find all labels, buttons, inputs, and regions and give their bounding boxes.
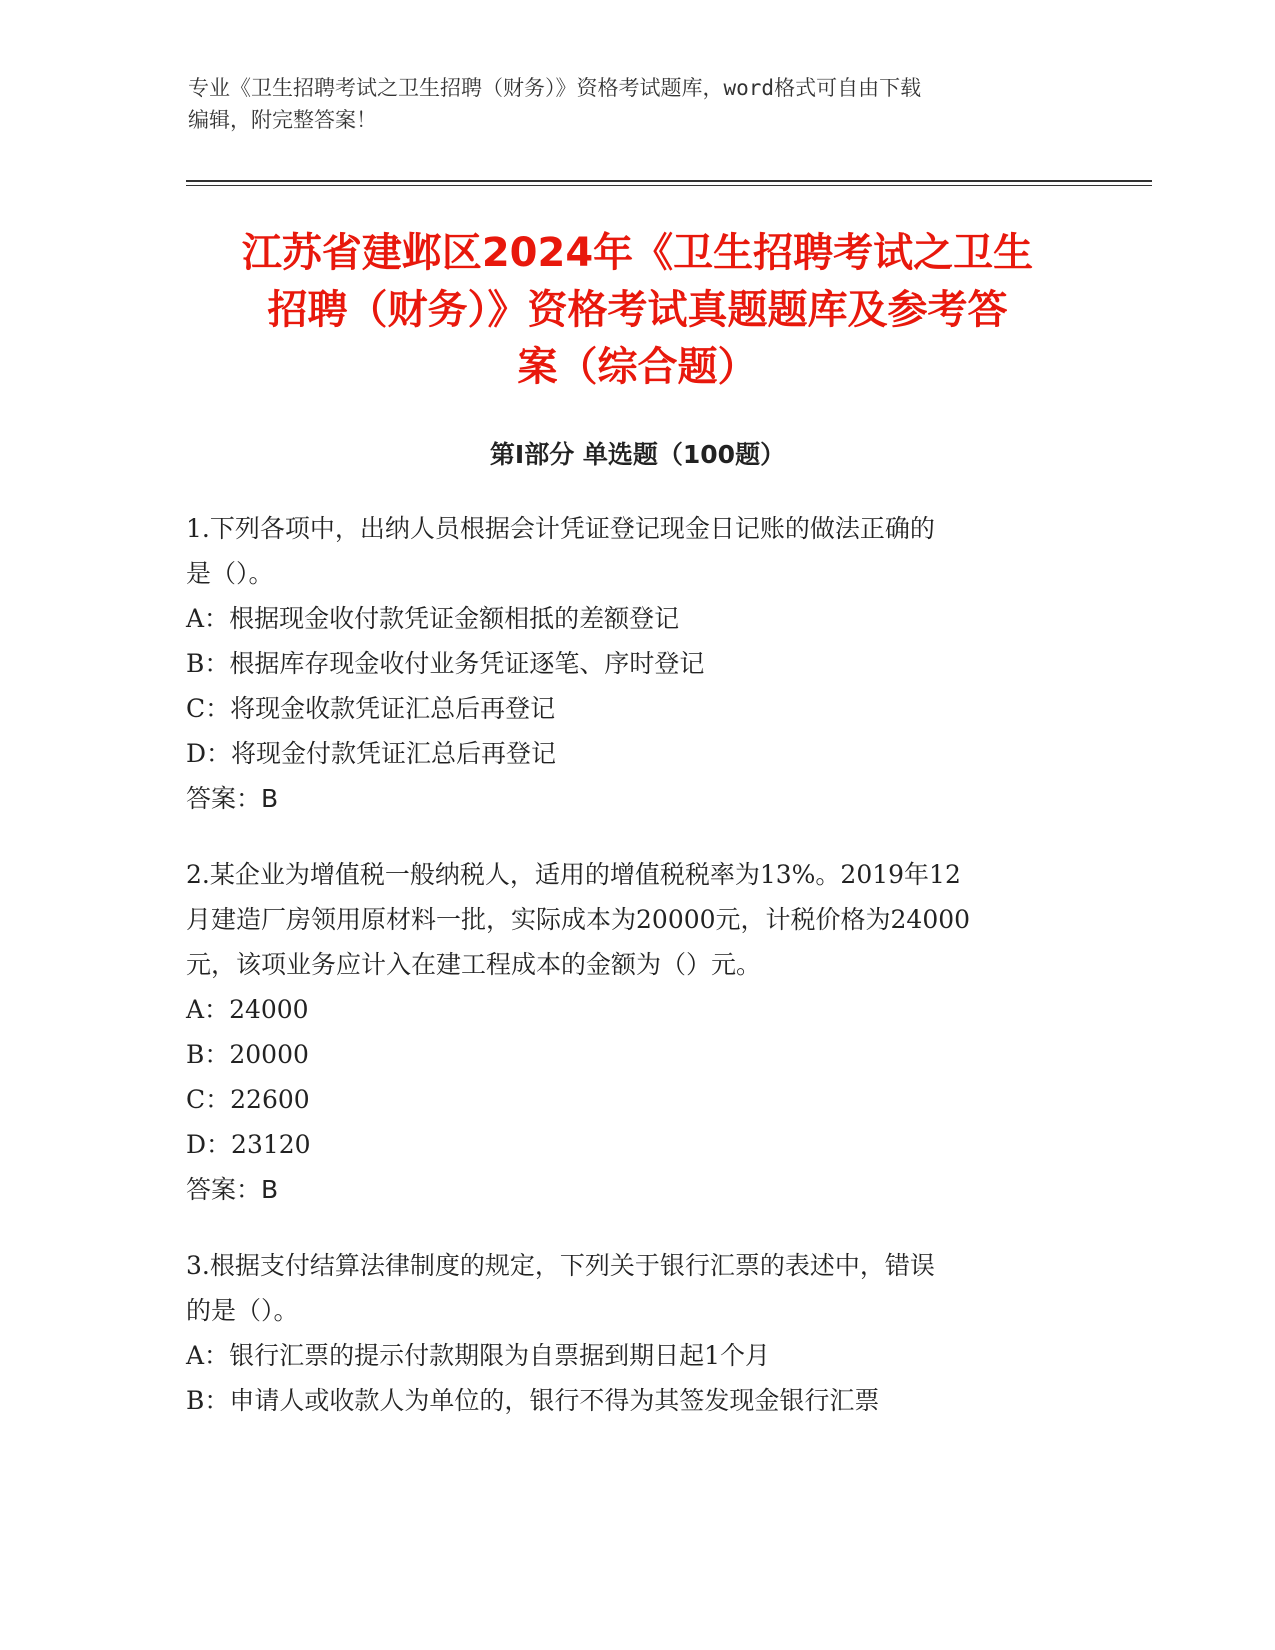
option-key: A： <box>186 1341 230 1370</box>
question-1 <box>186 506 1086 821</box>
header-note-line-2: 编辑，附完整答案！ <box>188 108 377 132</box>
header-note <box>188 72 1088 136</box>
option-a <box>186 987 1086 1032</box>
option-text: 根据现金收付款凭证金额相抵的差额登记 <box>229 604 680 633</box>
option-key: D： <box>186 1130 232 1159</box>
question-stem-line: 元，该项业务应计入在建工程成本的金额为（）元。 <box>186 950 762 979</box>
header-divider-thick <box>186 180 1152 182</box>
option-text: 23120 <box>231 1130 311 1159</box>
option-a <box>186 1333 1086 1378</box>
option-text: 银行汇票的提示付款期限为自票据到期日起1个月 <box>229 1341 770 1370</box>
question-2 <box>186 852 1086 1212</box>
document-title-line-3: 案（综合题） <box>517 344 758 390</box>
option-a <box>186 596 1086 641</box>
option-b <box>186 1032 1086 1077</box>
option-b <box>186 1378 1086 1423</box>
question-stem-line: 是（）。 <box>186 559 274 588</box>
option-key: C： <box>186 694 231 723</box>
option-d <box>186 1122 1086 1167</box>
document-title-line-1: 江苏省建邺区2024年《卫生招聘考试之卫生 <box>241 230 1034 276</box>
option-c <box>186 686 1086 731</box>
option-text: 根据库存现金收付业务凭证逐笔、序时登记 <box>229 649 705 678</box>
question-stem-line: 2.某企业为增值税一般纳税人，适用的增值税税率为13%。2019年12 <box>186 860 961 889</box>
option-key: B： <box>186 1040 230 1069</box>
option-text: 24000 <box>229 995 309 1024</box>
option-text: 申请人或收款人为单位的，银行不得为其签发现金银行汇票 <box>229 1386 880 1415</box>
header-divider-thin <box>186 185 1152 186</box>
question-stem-line: 的是（）。 <box>186 1296 299 1325</box>
document-title <box>170 225 1105 396</box>
option-text: 20000 <box>229 1040 309 1069</box>
section-heading: 第Ⅰ部分 单选题（100题） <box>489 440 786 469</box>
option-text: 将现金付款凭证汇总后再登记 <box>231 739 557 768</box>
question-stem-line: 1.下列各项中，出纳人员根据会计凭证登记现金日记账的做法正确的 <box>186 514 935 543</box>
question-stem-line: 月建造厂房领用原材料一批，实际成本为20000元，计税价格为24000 <box>186 905 971 934</box>
question-3 <box>186 1243 1086 1423</box>
document-title-line-2: 招聘（财务）》资格考试真题题库及参考答 <box>267 287 1008 333</box>
option-text: 22600 <box>230 1085 310 1114</box>
option-key: D： <box>186 739 232 768</box>
option-key: A： <box>186 995 230 1024</box>
option-d <box>186 731 1086 776</box>
option-key: A： <box>186 604 230 633</box>
option-key: B： <box>186 1386 230 1415</box>
question-stem-line: 3.根据支付结算法律制度的规定，下列关于银行汇票的表述中，错误 <box>186 1251 935 1280</box>
answer-line: 答案：B <box>186 1175 279 1204</box>
option-b <box>186 641 1086 686</box>
option-key: C： <box>186 1085 231 1114</box>
header-note-line-1: 专业《卫生招聘考试之卫生招聘（财务）》资格考试题库，word格式可自由下载 <box>188 76 922 100</box>
answer-line: 答案：B <box>186 784 279 813</box>
option-key: B： <box>186 649 230 678</box>
option-c <box>186 1077 1086 1122</box>
option-text: 将现金收款凭证汇总后再登记 <box>230 694 556 723</box>
